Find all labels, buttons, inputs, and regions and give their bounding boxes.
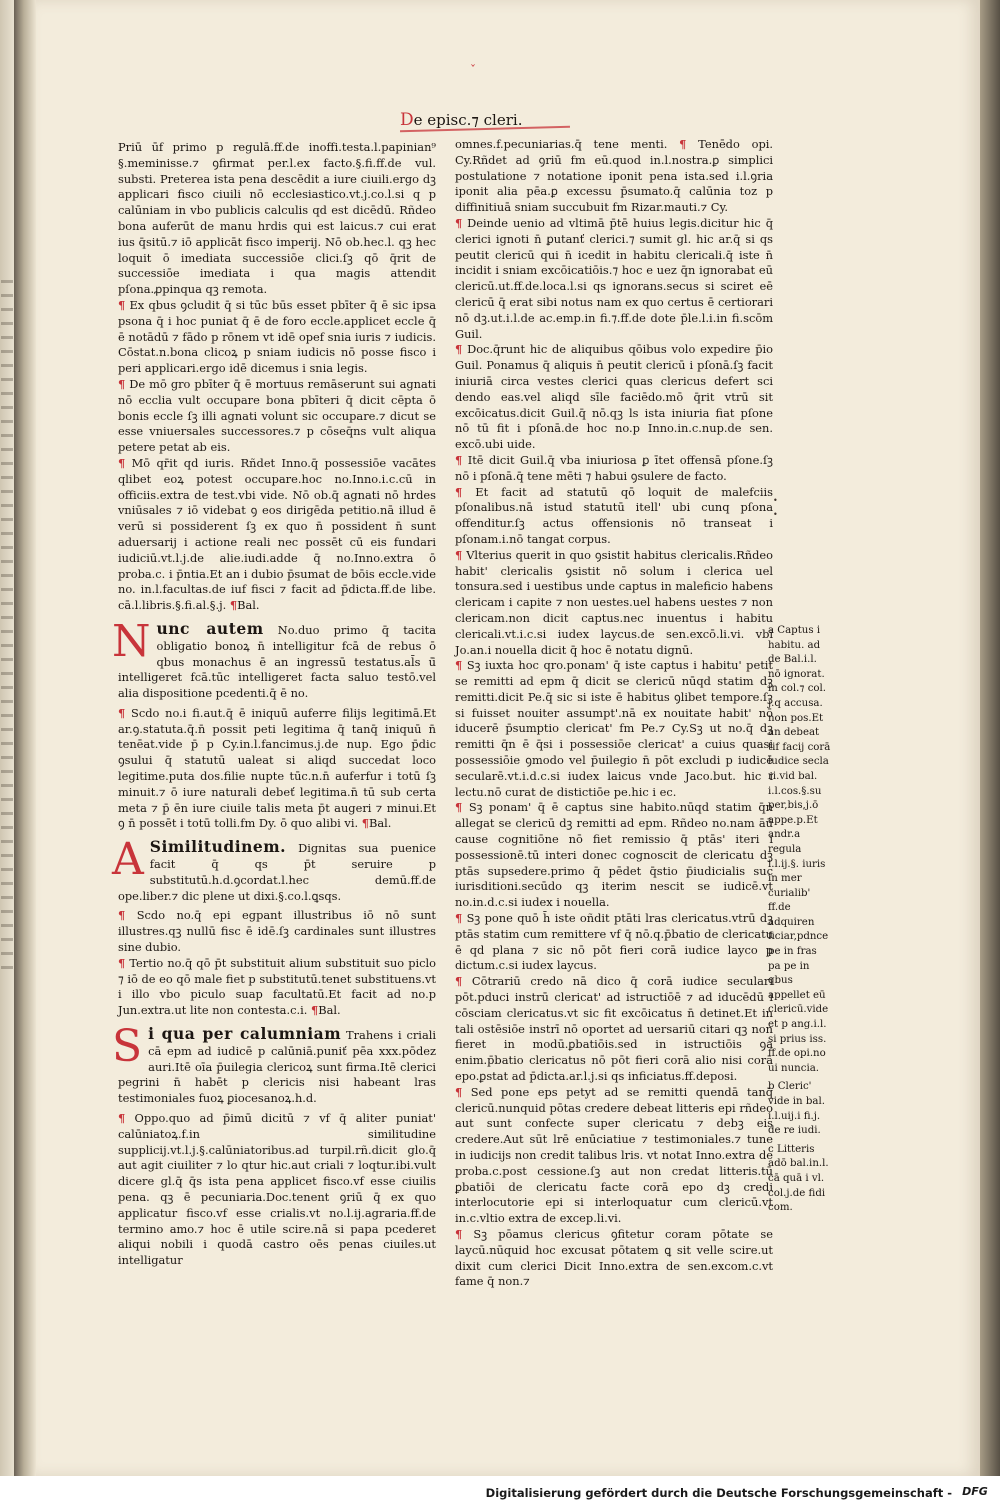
pilcrow-icon: ¶ — [118, 455, 126, 470]
pilcrow-icon: ¶ — [310, 1003, 319, 1018]
pilcrow-icon: ¶ — [455, 1084, 463, 1099]
pilcrow-icon: ¶ — [455, 974, 463, 989]
pilcrow-icon: ¶ — [229, 598, 238, 613]
pilcrow-icon: ¶ — [455, 800, 463, 815]
pilcrow-icon: ¶ — [118, 955, 126, 970]
dfg-logo: DFG — [962, 1485, 988, 1498]
pilcrow-icon: ¶ — [118, 376, 126, 391]
rubricated-initial: A — [112, 834, 144, 886]
adjacent-page-edge — [0, 0, 14, 1507]
lemma-heading: unc autem — [156, 618, 264, 638]
pilcrow-icon: ¶ — [118, 705, 126, 720]
paragraph: ¶ Sꝫ iuxta hoc qro.ponam' q̄ iste captus i habitu' petit se remitti ad epm q̄ dicit se clericū nūqd statim dꝫ remitti.dicit Pe.q̄ sic si iste ē habitus ꝯlibet tempore.ſꝫ si fuisset nouiter assumpt'.nā ex nouitate habit' nō iducerē p̄sumptio clericat' fm Pe.⁊ Cy.Sꝫ ut no.q̄ dꝫ remitti q̄n ē q̄si i possessiōe clericat' a cuius quasi possessiōie ꝯmodo vel p̄uilegio n̄ pōt excludi p iudicē secularē.vt.i.d.c.si iudex laicus vnde Jaco.but. hic i lectu.nō curat de distictiōe pe.hic i ec. — [455, 658, 773, 799]
paragraph: ¶ Cōtrariū credo nā dico q̄ corā iudice seculari pōt.pduci instrū clericat' ad istructiōē ⁊ ad iducēdū i cōsciam clericatus.vt sic fit excōicatus n̄ detinet.Et in tali ostēsiōe instrī nō oportet ad uersariū citari qꝫ non fieret in modū.ꝑbatiōis.sed in istructiōis ꝯa enim.p̄batio clericatus nō pōt fieri corā alio nisi corā epo.ꝑstat ad p̄dicta.ar.l.j.si qs inficiatus.ff.deposi. — [455, 974, 774, 1084]
paragraph: ¶ Sed pone eps petyt ad se remitti quendā tanq̄ clericū.nunquid pōtas credere debeat litteris epi rñdeo aut sunt confecte super clericatu ⁊ debꝫ eis credere.Aut sūt lrē enūciatiue ⁊ testimoniales.⁊ tune in iudicijs non credit talibus lris. vt notat Inno.extra de proba.c.post cessione.ſꝫ aut non credat litteris.tū ꝑbatiōi de clericatu facte corā epo dꝫ credi interlocutorie epi si interloquatur cum clericū.vt in.c.vltio extra de excep.li.vi. — [455, 1084, 773, 1226]
pilcrow-icon: ¶ — [455, 215, 463, 230]
rubricated-initial: S — [112, 1021, 143, 1073]
pilcrow-icon: ¶ — [455, 911, 463, 926]
paragraph: Similitudinem. Dignitas sua puenice facit q̄ qs p̄t seruire p substitutū.h.d.ꝯcordat.l.hec demū.ff.de ope.liber.⁊ dic plene ut dixi.§.co.l.ꝗsqs. — [118, 837, 436, 903]
funding-notice: Digitalisierung gefördert durch die Deutsche Forschungsgemeinschaft - — [485, 1486, 952, 1500]
pilcrow-icon: ¶ — [455, 1226, 463, 1241]
adjacent-page-text-fragment — [1, 280, 13, 980]
lemma-heading: i qua per calumniam — [148, 1024, 342, 1044]
author-citation: Bal. — [237, 598, 260, 613]
pilcrow-icon: ¶ — [679, 137, 687, 151]
book-gutter — [14, 0, 36, 1507]
pilcrow-icon: ¶ — [455, 452, 463, 467]
margin-dots: • • — [773, 496, 778, 519]
page-edge-right — [980, 0, 1000, 1476]
running-head — [400, 108, 560, 132]
paragraph: ¶ Sꝫ ponam' q̄ ē captus sine habito.nūqd statim q̄n allegat se clericū dꝫ remitti ad epm. Rñdeo no.nam āū cause cognitiōne nō fiet remissio q̄ ptās' iteri i possessionē.tū interi donec cognoscit de clericatu dꝫ ptās supsedere.primo q̄ pēdet q̄stio p̄iudicialis suc iurisditioni.secūdo qꝫ iterim nescit se iudicē.vt no.in.d.c.si iudex i nouella. — [455, 800, 773, 910]
paragraph: ¶ Vlterius querit in quo ꝯsistit habitus clericalis.Rñdeo habit' clericalis ꝯsistit nō solum i clerica uel tonsura.sed i uestibus unde captus in maleficio habens clericam i capite ⁊ non uestes.uel habens uestes ⁊ non clericam.non dicit captus.nec inuentus i habitu clericali.vt.i.c.si iudex laycus.de sen.excō.li.vi. vbi Jo.an.i nouella dicit q̄ hoc ē notatu dignū. — [455, 547, 774, 657]
red-rubric-mark: ˇ — [470, 63, 476, 77]
paragraph: ¶ Et facit ad statutū qō loquit de malefciis pſonalibus.nā istud statutū itell' ubi cunq pſona offenditur.ſꝫ actus offensionis nō transeat i pſonam.i.nō tangat corpus. — [455, 484, 774, 546]
pilcrow-icon: ¶ — [118, 297, 126, 312]
paragraph: omnes.f.pecuniarias.q̄ tene menti. ¶ Tenēdo opi. Cy.Rñdet ad ꝯriū fm eū.quod in.l.nostra.ꝑ simplici postulatione ⁊ notatione iponit pena ista.sed i.l.ꝯria iponit alia pēa.ꝑ excessu p̄sumato.q̄ calūnia toz p diffinitiuā sniam succubuit fm Rizar.mauti.⁊ Cy. — [455, 137, 773, 215]
paragraph: ¶ Tertio no.q̄ qō p̄t substituit alium substituit suo piclo ⁊ iō de eo qō male fiet p substitutū.tenet substituens.vt i illo vbo piculo suap facultatū.Et facit ad no.p Jun.extra.ut lite non contesta.c.i. ¶Bal. — [118, 955, 437, 1018]
paragraph: ¶ De mō gro pbīter q̄ ē mortuus remāserunt sui agnati nō ecclia vult occupare bona pbīteri q̄ dicit cēpta ō bonis eccle ſꝫ illi agnati volunt sic occupare.⁊ dicut se esse vniuersales successores.⁊ p cōseq̄ns vult aliqua petere petat ab eis. — [118, 376, 437, 455]
paragraph: ¶ Oppo.quo ad p̄imū dicitū ⁊ vf q̄ aliter puniat' calūniatoꝝ.f.in similitudine supplicij.vt.l.j.§.calūniatoribus.ad turpil.rñ.dicit glo.q̄ aut agit ciuiliter ⁊ lo qtur hic.aut criali ⁊ loqtur.ibi.vult dicere gl.q̄ q̄s ista pena applicet fisco.vf esse ciuilis pena. qꝫ ē pecuniaria.Doc.tenent ꝯriū q̄ ex quo applicatur fisco.vf esse crialis.vt no.l.ij.agraria.ff.de termino amo.⁊ hoc ē utile scire.nā si papa pcederet aliqui nobili i quodā castro oēs penas ciuiles.ut intelligatur — [118, 1111, 436, 1268]
paragraph: ¶ Mō qr̄it qd iuris. Rñdet Inno.q̄ possessiōe vacātes qlibet eoꝝ potest occupare.hoc no.Inno.i.c.cū in officiis.extra de test.vbi vide. Nō ob.q̄ agnati nō hrdes vniūsales ⁊ iō videbat ꝯ eos dirigēda petitio.nā illud ē verū si possiderent ſꝫ ex quo n̄ possident n̄ sunt aduersarij i actione reali nec possēt cū eis fundari iudiciū.vt.l.j.de alie.iudi.adde q̄ no.Inno.extra ō proba.c. i p̄ntia.Et an i dubio p̄sumat de bōis eccle.vide no. in.l.facultas.de iuf fisci ⁊ facit ad p̄dicta.ff.de libe. cā.l.libris.§.fi.al.§.j. ¶Bal. — [118, 455, 437, 613]
lemma-heading: Similitudinem. — [149, 837, 287, 857]
marginal-notes — [768, 624, 832, 1224]
paragraph: unc autem No.duo primo q̄ tacita obligatio bonoꝝ n̄ intelligitur fcā de rebus ō qbus monachus ē an ingressū testatus.al̄s ū̄ intelligeret fcā.tūc intelligeret facta saluo testō.vel alia dispositione pcedenti.q̄ ē no. — [118, 618, 436, 701]
paragraph: ¶ Sꝫ pone quō h̄ iste oñdit ptāti lras clericatus.vtrū dꝫ ptās statim cum remittere vf q̄ nō.q.p̄batio de clericatu ē qd plana ⁊ sic nō pōt fieri corā iudice layco p dictum.c.si iudex laycus. — [455, 911, 774, 973]
lemma-section — [112, 1019, 437, 1107]
pilcrow-icon: ¶ — [455, 658, 463, 673]
paragraph: ¶ Doc.q̄runt hic de aliquibus qōibus volo expedire p̄io Guil. Ponamus q̄ aliquis n̄ peutit clericū i pſonā.ſꝫ facit iniuriā circa vestes clerici quas clericus defert sci dendo eas.vel aliqd sīle faciēdo.mō q̄rit vtrū sit excōicatus.dicit Guil.q̄ nō.qꝫ ls ista iniuria fiat pſone nō tū fit i pſonā.de hoc no.p Inno.in.c.nup.de sen. excō.ubi uide. — [455, 342, 774, 452]
running-head-text: e episc.⁊ cleri. — [413, 111, 523, 129]
lemma-section — [112, 614, 436, 702]
text-column-left — [112, 140, 437, 1290]
paragraph: ¶ Itē dicit Guil.q̄ vba iniuriosa ꝑ ītet offensā pſone.ſꝫ nō i pſonā.q̄ tene mēti ⁊ habui ꝯsulere de facto. — [455, 452, 773, 483]
marginal-note: a Captus i habitu. ad de Bal.i.l. nō ignorat. in col.⁊ col. j.q accusa. non pos.Et an debeat tif facij corā iudice secla ri.vid bal. i.l.cos.§.su per,bis,j.ō appe.p.Et andr.a regula i.l.ij.§. iuris in mer curialib' ff.de adquiren ficiar,pdnce pe in fras pa pe in qbus appellet eū clericū.vide et p ang.i.l. si prius iss. ff.de opi.no ui nuncia. — [768, 625, 831, 1074]
pilcrow-icon: ¶ — [361, 816, 369, 831]
paragraph: ¶ Ex qbus ꝯcludit q̄ si tūc būs esset pbīter q̄ ē sic ipsa psona q̄ i hoc puniat q̄ ē de foro eccle.applicet eccle q̄ ē notādū ⁊ fādo p rōnem vt idē opef snia iuris ⁊ iudicis. Cōstat.n.bona clicoꝝ p sniam iudicis nō posse fisco i peri applicari.ergo idē dicemus i snia legis. — [118, 297, 436, 376]
paragraph: ¶ Sꝫ pōamus clericus ꝯfitetur coram pōtate se laycū.nūquid hoc excusat pōtatem ꝗ sit velle scire.ut dixit cum clerici Dicit Inno.extra de sen.excom.c.vt fame q̄ non.⁊ — [455, 1226, 774, 1289]
pilcrow-icon: ¶ — [455, 547, 463, 562]
paragraph: Priū ūf primo p regulā.ff.de inoffi.testa.l.papinian⁹ §.meminisse.⁊ ꝯfirmat per.l.ex facto.§.fi.ff.de vul. substi. Preterea ista pena descēdit a iure ciuili.ergo dꝫ applicari fisco ciuili nō ecclesiastico.vt.j.co.l.si q p calūniam in vbo publicis calculis qd est dicēdū. Rñdeo bona auferūt de manu hrdis qui est laicus.⁊ cui erat ius q̄sitū.⁊ iō applicāt fisco imperij. Nō ob.hec.l. qꝫ hec loquit ō imediata successiōe clici.ſꝫ qō q̄rit de successiōe imediata i qua magis attendit pſona.ꝓpinqua qꝫ remota. — [118, 140, 436, 297]
paragraph: ¶ Scdo no.q̄ epi egpant illustribus iō nō sunt illustres.qꝫ nullū fisc ē idē.ſꝫ cardinales sunt illustres sine dubio. — [118, 908, 437, 955]
paragraph: i qua per calumniam Trahens i criali cā epm ad iudicē p calūniā.puniť pēa xxx.pōdez auri.Itē oīa p̄uilegia clericoꝝ sunt firma.Itē clerici pegrini n̄ habēt p clericis nisi habeant lras testimoniales fuoꝝ ꝑiocesanoꝝ.h.d. — [118, 1024, 437, 1106]
paragraph: ¶ Scdo no.i fi.aut.q̄ ē iniquū auferre filijs legitimā.Et ar.ꝯ.statuta.q̄.n̄ possit peti legitima q̄ tanq̄ iniquū n̄ tenēat.vide p̄ p Cy.in.l.fancimus.j.de nup. Ego p̄dic ꝯsului q̄ statutū ualeat si aliqd succedat loco legitime.puta dos.filie nupte tūc.n.n̄ auferfur i totū ſꝫ minuit.⁊ ō iure naturali debeť legitima.n̄ tū sub certa meta ⁊ p̄ ēn iure ciuile talis meta p̄t augeri ⁊ minui.Et ꝯ n̄ possēt i totū tolli.fm Dy. ō quo alibi vi. ¶Bal. — [118, 705, 436, 831]
pilcrow-icon: ¶ — [455, 342, 463, 357]
running-head-initial: D — [400, 110, 414, 130]
author-citation: Bal. — [369, 816, 392, 831]
pilcrow-icon: ¶ — [118, 1111, 126, 1126]
marginal-note: c Litteris adō bal.in.l. cā quā i vl. col.j.de fidi com. — [768, 1143, 829, 1214]
marginal-note: b Cleric' vide in bal. i.l.uij.i fi.j. de re iudi. — [768, 1081, 825, 1137]
rubricated-initial: N — [112, 615, 151, 667]
pilcrow-icon: ¶ — [455, 484, 463, 499]
paragraph: ¶ Deinde uenio ad vltimā p̄tē huius legis.dicitur hic q̄ clerici ignoti n̄ ꝑutanť clerici.⁊ sumit gl. hic ar.q̄ si qs peutit clericū qui n̄ icedit in habitu clericali.q̄ iste n̄ incidit i sniam excōicatiōis.⁊ hoc e uez q̄n ignorabat eū clericū.ut.ff.de.loca.l.si qs ignorans.secus si sciret eē clericū q̄ erat sibi notus nam ex quo certus ē certiorari nō dꝫ.ut.i.l.de ac.emp.in fi.⁊.ff.de dote p̄le.l.i.in fi.scōm Guil. — [455, 215, 773, 341]
lemma-section — [112, 832, 436, 904]
author-citation: Bal. — [318, 1003, 341, 1018]
text-column-right — [455, 137, 773, 1287]
pilcrow-icon: ¶ — [118, 908, 126, 923]
